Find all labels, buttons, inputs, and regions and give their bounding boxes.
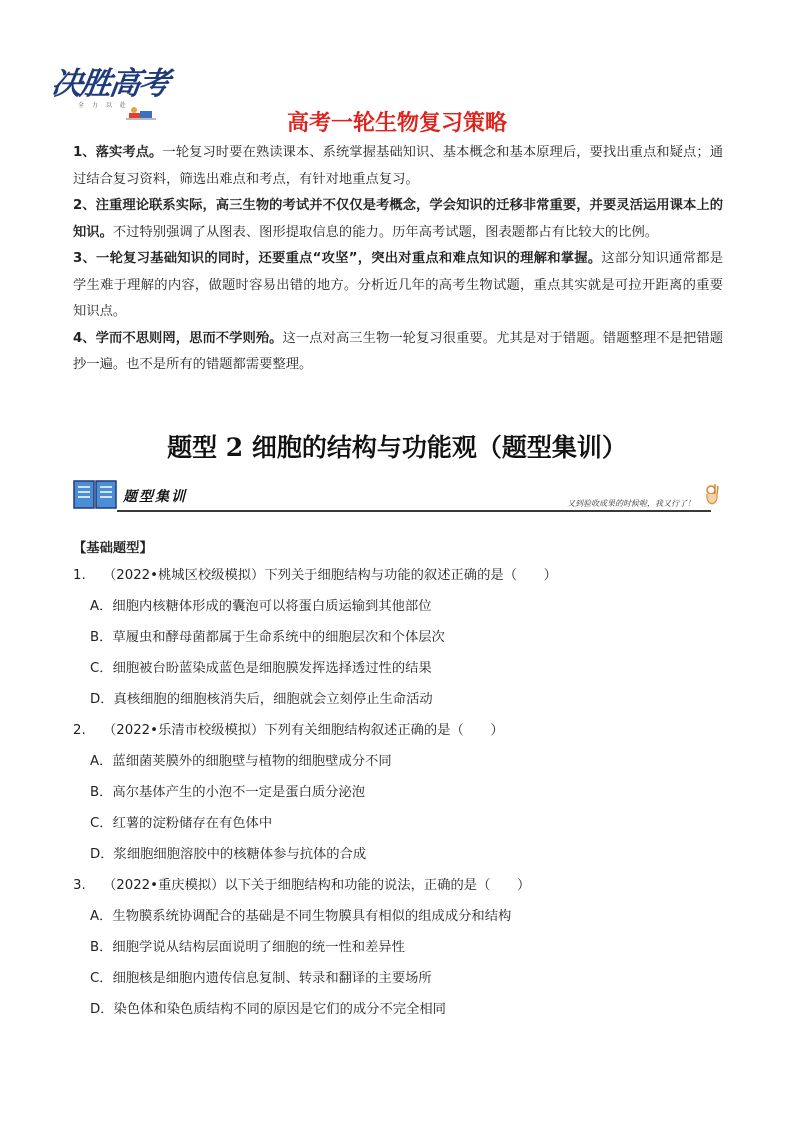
question-text: （2022•乐清市校级模拟）下列有关细胞结构叙述正确的是（ ） — [103, 723, 504, 738]
question — [73, 874, 723, 1029]
strategy-lead: 2、注重理论联系实际，高三生物的考试并不仅仅是考概念，学会知识的迁移非常重要，并要灵活运用课本上的知识。 — [73, 198, 723, 240]
strategy-item — [73, 193, 723, 246]
option-d: D．真核细胞的细胞核消失后，细胞就会立刻停止生命活动 — [90, 692, 433, 707]
page-title: 高考一轮生物复习策略 — [286, 111, 507, 136]
basic-section-heading: 【基础题型】 — [73, 541, 153, 556]
book-icon — [73, 480, 117, 510]
option-c: C．红薯的淀粉储存在有色体中 — [90, 816, 273, 831]
option-d: D．染色体和染色质结构不同的原因是它们的成分不完全相同 — [90, 1002, 446, 1017]
question-list — [73, 564, 723, 1029]
strategy-body: 这一点对高三生物一轮复习很重要。尤其是对于错题。错题整理不是把错题抄一遍。也不是所有的错题都需要整理。 — [73, 330, 723, 372]
strategy-lead: 3、一轮复习基础知识的同时，还要重点“攻坚”，突出对重点和难点知识的理解和掌握。 — [73, 251, 602, 266]
question-number: 3. — [73, 878, 86, 893]
logo-subtext: 全 力 以 赴 — [78, 102, 129, 109]
ok-hand-icon — [703, 482, 721, 506]
option-a: A．细胞内核糖体形成的囊泡可以将蛋白质运输到其他部位 — [90, 599, 432, 614]
question — [73, 719, 723, 874]
question-stem — [73, 719, 723, 750]
question — [73, 564, 723, 719]
question-text: （2022•重庆模拟）以下关于细胞结构和功能的说法，正确的是（ ） — [103, 878, 531, 893]
strategy-item — [73, 246, 723, 326]
banner-title: 题型集训 — [123, 489, 187, 505]
strategy-body: 这部分知识通常都是学生难于理解的内容，做题时容易出错的地方。分析近几年的高考生物试题，重点其实就是可拉开距离的重要知识点。 — [73, 251, 723, 319]
section-title: 题型 2 细胞的结构与功能观（题型集训） — [167, 433, 627, 462]
strategy-body: 不过特别强调了从图表、图形提取信息的能力。历年高考试题，图表题都占有比较大的比例。 — [112, 224, 659, 240]
strategy-lead: 1、落实考点。 — [73, 145, 163, 160]
question-stem — [73, 564, 723, 595]
option-c: C．细胞被台盼蓝染成蓝色是细胞膜发挥选择透过性的结果 — [90, 661, 432, 676]
option-b: B．高尔基体产生的小泡不一定是蛋白质分泌泡 — [90, 785, 366, 800]
logo-text: 决胜高考 — [48, 66, 171, 102]
banner-slogan: 又到验收成果的时候啦，我又行了！ — [567, 499, 695, 508]
strategy-section — [73, 140, 723, 379]
question-stem — [73, 874, 723, 905]
option-b: B．细胞学说从结构层面说明了细胞的统一性和差异性 — [90, 940, 405, 955]
option-a: A．生物膜系统协调配合的基础是不同生物膜具有相似的组成成分和结构 — [90, 909, 512, 924]
practice-banner — [73, 478, 723, 514]
option-d: D．浆细胞细胞溶胶中的核糖体参与抗体的合成 — [90, 847, 367, 862]
option-a: A．蓝细菌荚膜外的细胞壁与植物的细胞壁成分不同 — [90, 754, 392, 769]
strategy-lead: 4、学而不思则罔，思而不学则殆。 — [73, 330, 283, 346]
strategy-item — [73, 326, 723, 379]
question-number: 1. — [73, 568, 86, 583]
strategy-item — [73, 140, 723, 193]
option-c: C．细胞核是细胞内遗传信息复制、转录和翻译的主要场所 — [90, 971, 432, 986]
option-b: B．草履虫和酵母菌都属于生命系统中的细胞层次和个体层次 — [90, 630, 445, 645]
strategy-body: 一轮复习时要在熟读课本、系统掌握基础知识、基本概念和基本原理后，要找出重点和疑点；通过结合复习资料，筛选出难点和考点，有针对地重点复习。 — [73, 145, 723, 187]
banner-divider — [117, 510, 711, 512]
question-text: （2022•桃城区校级模拟）下列关于细胞结构与功能的叙述正确的是（ ） — [103, 568, 557, 583]
question-number: 2. — [73, 723, 86, 738]
